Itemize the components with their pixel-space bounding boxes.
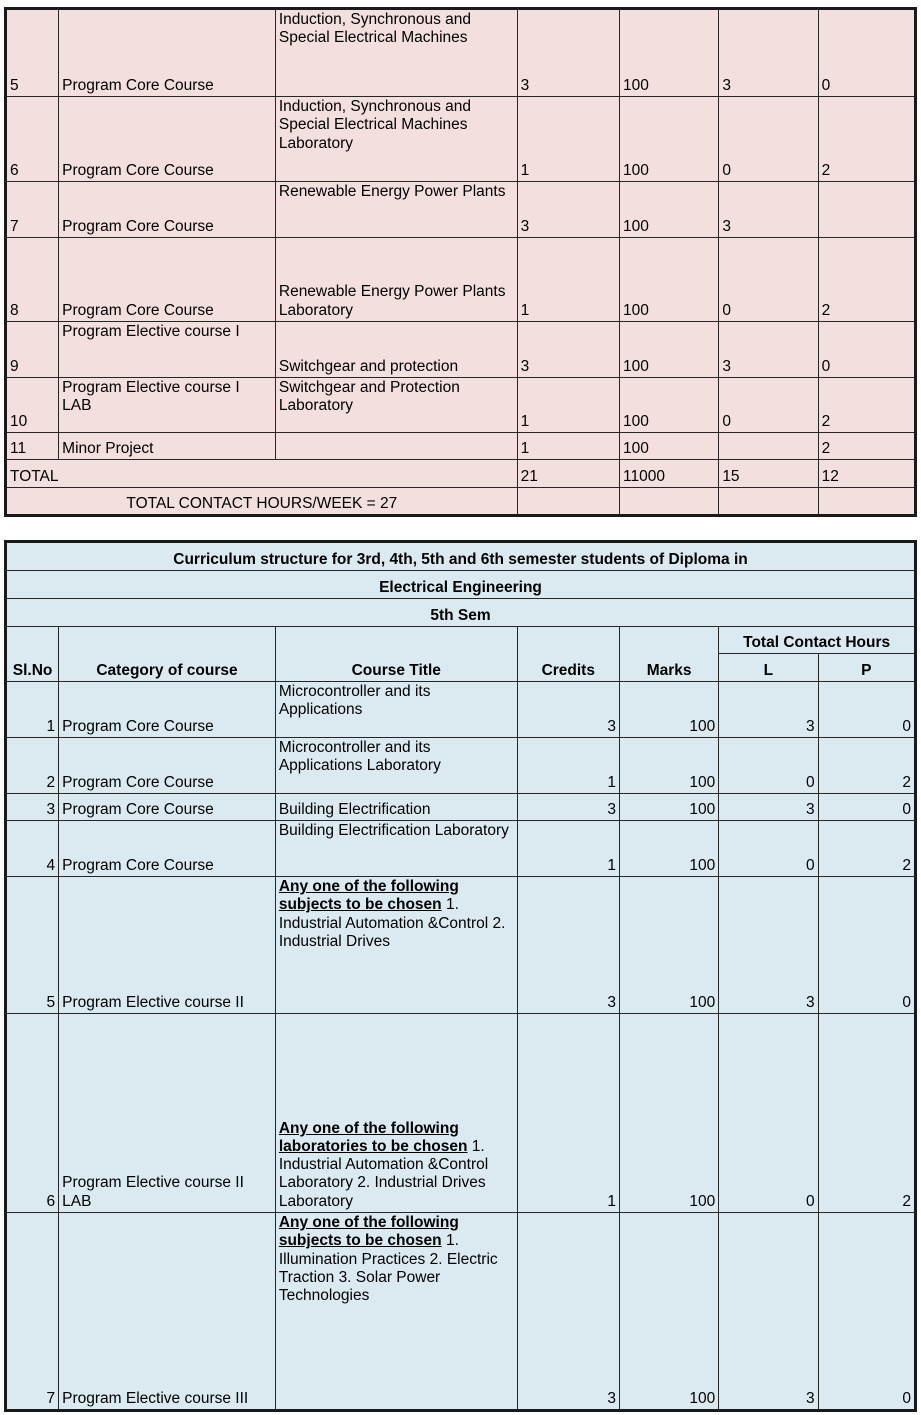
course-title-emphasis: Any one of the following laboratories to be chosen bbox=[278, 1119, 468, 1155]
cell-sl-no: 4 bbox=[6, 821, 59, 877]
table-row bbox=[6, 821, 916, 877]
cell-category: Program Core Course bbox=[59, 738, 276, 794]
cell-empty bbox=[620, 488, 719, 516]
cell-course-title: Induction, Synchronous and Special Electrical Machines bbox=[275, 9, 517, 97]
table-row bbox=[6, 794, 916, 821]
cell-credits: 1 bbox=[517, 821, 619, 877]
course-title-text: 1. Industrial Automation &Control Laboratory 2. Industrial Drives Laboratory bbox=[278, 1137, 489, 1210]
header-total-contact-hours: Total Contact Hours bbox=[719, 627, 916, 654]
cell-practical-hours: 2 bbox=[818, 97, 915, 182]
cell-course-title bbox=[275, 682, 517, 738]
course-title-text: 1. Industrial Automation &Control 2. Industrial Drives bbox=[278, 896, 506, 950]
cell-practical-hours: 2 bbox=[818, 738, 915, 794]
cell-category: Program Core Course bbox=[59, 238, 276, 322]
cell-total-label: TOTAL bbox=[6, 460, 518, 488]
cell-credits: 3 bbox=[517, 9, 619, 97]
table-row bbox=[6, 1014, 916, 1213]
cell-lecture-hours: 0 bbox=[719, 738, 818, 794]
table-row bbox=[6, 1213, 916, 1411]
cell-course-title bbox=[275, 794, 517, 821]
semester-5-curriculum-table bbox=[4, 540, 917, 1412]
cell-sl-no: 3 bbox=[6, 794, 59, 821]
table-contact-hours-row bbox=[6, 488, 916, 516]
cell-category: Program Elective course I bbox=[59, 322, 276, 378]
cell-course-title: Induction, Synchronous and Special Electrical Machines Laboratory bbox=[275, 97, 517, 182]
cell-credits: 3 bbox=[517, 877, 619, 1014]
cell-marks: 100 bbox=[619, 794, 718, 821]
cell-course-title bbox=[275, 821, 517, 877]
cell-empty bbox=[818, 488, 915, 516]
table-row bbox=[6, 738, 916, 794]
cell-lecture-hours: 0 bbox=[719, 378, 818, 433]
cell-course-title bbox=[275, 738, 517, 794]
table-title-row-3 bbox=[6, 599, 916, 627]
cell-empty bbox=[719, 488, 818, 516]
cell-credits: 1 bbox=[517, 378, 619, 433]
course-title-text: Building Electrification Laboratory bbox=[278, 822, 509, 839]
cell-total-marks: 11000 bbox=[620, 460, 719, 488]
cell-empty bbox=[517, 488, 619, 516]
header-practical-hours: P bbox=[818, 654, 915, 682]
cell-category: Program Elective course III bbox=[59, 1213, 276, 1411]
cell-practical-hours: 2 bbox=[818, 821, 915, 877]
cell-sl-no: 5 bbox=[6, 9, 59, 97]
table-row bbox=[6, 97, 916, 182]
cell-category: Program Core Course bbox=[59, 821, 276, 877]
cell-total-credits: 21 bbox=[517, 460, 619, 488]
header-course-title: Course Title bbox=[275, 627, 517, 682]
cell-course-title bbox=[275, 1014, 517, 1213]
curriculum-title-line-1: Curriculum structure for 3rd, 4th, 5th and 6th semester students of Diploma in bbox=[6, 542, 916, 571]
header-lecture-hours: L bbox=[719, 654, 818, 682]
cell-total-practical-hours: 12 bbox=[818, 460, 915, 488]
cell-course-title: Switchgear and Protection Laboratory bbox=[275, 378, 517, 433]
cell-total-lecture-hours: 15 bbox=[719, 460, 818, 488]
cell-category: Program Core Course bbox=[59, 97, 276, 182]
cell-credits: 3 bbox=[517, 794, 619, 821]
table-row bbox=[6, 877, 916, 1014]
cell-category: Program Core Course bbox=[59, 682, 276, 738]
table-title-row-2 bbox=[6, 571, 916, 599]
cell-lecture-hours: 3 bbox=[719, 877, 818, 1014]
cell-practical-hours: 0 bbox=[818, 1213, 915, 1411]
course-title-text: 1. Illumination Practices 2. Electric Traction 3. Solar Power Technologies bbox=[278, 1232, 498, 1305]
table-title-row-1 bbox=[6, 542, 916, 571]
header-sl-no: Sl.No bbox=[6, 627, 59, 682]
cell-category: Program Core Course bbox=[59, 182, 276, 238]
cell-sl-no: 7 bbox=[6, 1213, 59, 1411]
cell-sl-no: 5 bbox=[6, 877, 59, 1014]
cell-marks: 100 bbox=[619, 1213, 718, 1411]
table-row bbox=[6, 682, 916, 738]
course-title-text: Microcontroller and its Applications Laboratory bbox=[278, 739, 441, 775]
cell-lecture-hours: 3 bbox=[719, 9, 818, 97]
curriculum-title-line-2: Electrical Engineering bbox=[6, 571, 916, 599]
course-title-emphasis: Any one of the following subjects to be chosen bbox=[278, 878, 459, 914]
table-row bbox=[6, 378, 916, 433]
cell-practical-hours: 2 bbox=[818, 1014, 915, 1213]
cell-marks: 100 bbox=[619, 821, 718, 877]
cell-credits: 3 bbox=[517, 322, 619, 378]
cell-marks: 100 bbox=[620, 9, 719, 97]
table-row bbox=[6, 322, 916, 378]
cell-practical-hours: 2 bbox=[818, 433, 915, 460]
cell-credits: 1 bbox=[517, 738, 619, 794]
cell-category: Minor Project bbox=[59, 433, 276, 460]
cell-practical-hours bbox=[818, 182, 915, 238]
cell-lecture-hours: 0 bbox=[719, 97, 818, 182]
cell-marks: 100 bbox=[620, 433, 719, 460]
cell-marks: 100 bbox=[619, 682, 718, 738]
cell-practical-hours: 2 bbox=[818, 378, 915, 433]
cell-course-title: Renewable Energy Power Plants Laboratory bbox=[275, 238, 517, 322]
cell-lecture-hours: 0 bbox=[719, 1014, 818, 1213]
cell-course-title: Renewable Energy Power Plants bbox=[275, 182, 517, 238]
cell-category: Program Elective course II LAB bbox=[59, 1014, 276, 1213]
cell-lecture-hours: 3 bbox=[719, 182, 818, 238]
cell-credits: 1 bbox=[517, 433, 619, 460]
cell-marks: 100 bbox=[619, 1014, 718, 1213]
cell-category: Program Elective course II bbox=[59, 877, 276, 1014]
header-credits: Credits bbox=[517, 627, 619, 682]
table-row bbox=[6, 9, 916, 97]
cell-sl-no: 11 bbox=[6, 433, 59, 460]
cell-lecture-hours: 3 bbox=[719, 322, 818, 378]
header-marks: Marks bbox=[619, 627, 718, 682]
cell-practical-hours: 0 bbox=[818, 322, 915, 378]
course-title-text: Building Electrification bbox=[278, 800, 431, 818]
cell-category: Program Core Course bbox=[59, 794, 276, 821]
course-title-text: Microcontroller and its Applications bbox=[278, 683, 431, 719]
cell-marks: 100 bbox=[620, 182, 719, 238]
cell-sl-no: 2 bbox=[6, 738, 59, 794]
cell-marks: 100 bbox=[620, 238, 719, 322]
semester-4-curriculum-table bbox=[4, 7, 917, 517]
cell-practical-hours: 0 bbox=[818, 682, 915, 738]
table-total-row bbox=[6, 460, 916, 488]
cell-sl-no: 6 bbox=[6, 97, 59, 182]
cell-course-title bbox=[275, 433, 517, 460]
cell-sl-no: 6 bbox=[6, 1014, 59, 1213]
cell-sl-no: 1 bbox=[6, 682, 59, 738]
cell-credits: 1 bbox=[517, 1014, 619, 1213]
cell-marks: 100 bbox=[619, 877, 718, 1014]
cell-practical-hours: 0 bbox=[818, 794, 915, 821]
cell-contact-hours-note: TOTAL CONTACT HOURS/WEEK = 27 bbox=[6, 488, 518, 516]
cell-sl-no: 10 bbox=[6, 378, 59, 433]
course-title-emphasis: Any one of the following subjects to be chosen bbox=[278, 1214, 459, 1250]
cell-credits: 3 bbox=[517, 682, 619, 738]
header-category: Category of course bbox=[59, 627, 276, 682]
cell-credits: 3 bbox=[517, 1213, 619, 1411]
cell-lecture-hours: 3 bbox=[719, 794, 818, 821]
cell-credits: 1 bbox=[517, 238, 619, 322]
cell-course-title bbox=[275, 877, 517, 1014]
table-row bbox=[6, 433, 916, 460]
cell-practical-hours: 2 bbox=[818, 238, 915, 322]
table-row bbox=[6, 182, 916, 238]
cell-marks: 100 bbox=[619, 738, 718, 794]
cell-sl-no: 8 bbox=[6, 238, 59, 322]
cell-credits: 3 bbox=[517, 182, 619, 238]
cell-sl-no: 9 bbox=[6, 322, 59, 378]
cell-marks: 100 bbox=[620, 322, 719, 378]
cell-marks: 100 bbox=[620, 378, 719, 433]
cell-credits: 1 bbox=[517, 97, 619, 182]
cell-practical-hours: 0 bbox=[818, 9, 915, 97]
cell-lecture-hours bbox=[719, 433, 818, 460]
curriculum-semester-label: 5th Sem bbox=[6, 599, 916, 627]
cell-marks: 100 bbox=[620, 97, 719, 182]
cell-practical-hours: 0 bbox=[818, 877, 915, 1014]
cell-category: Program Elective course I LAB bbox=[59, 378, 276, 433]
cell-lecture-hours: 0 bbox=[719, 821, 818, 877]
cell-course-title bbox=[275, 1213, 517, 1411]
cell-lecture-hours: 0 bbox=[719, 238, 818, 322]
cell-lecture-hours: 3 bbox=[719, 682, 818, 738]
table-row bbox=[6, 238, 916, 322]
cell-sl-no: 7 bbox=[6, 182, 59, 238]
table-header-row bbox=[6, 627, 916, 654]
cell-course-title: Switchgear and protection bbox=[275, 322, 517, 378]
cell-lecture-hours: 3 bbox=[719, 1213, 818, 1411]
cell-category: Program Core Course bbox=[59, 9, 276, 97]
